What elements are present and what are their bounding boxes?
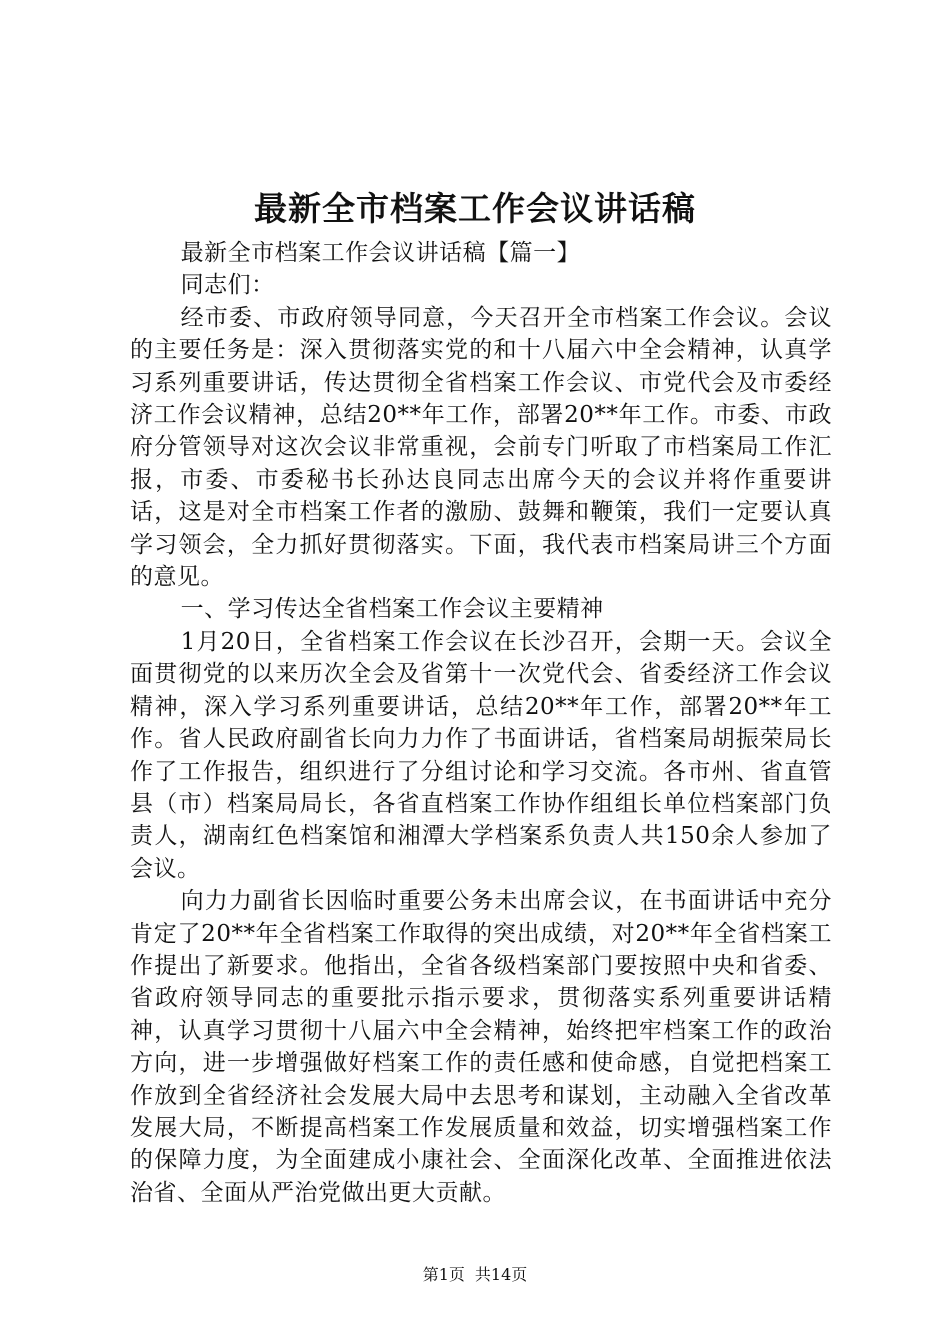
page-number-total: 共14页 bbox=[474, 1265, 528, 1284]
section-heading-part-one: 最新全市档案工作会议讲话稿【篇一】 bbox=[180, 240, 581, 266]
section-heading-one: 一、学习传达全省档案工作会议主要精神 bbox=[180, 596, 604, 623]
page-footer bbox=[0, 1264, 950, 1286]
paragraph-intro: 经市委、市政府领导同意，今天召开全市档案工作会议。会议的主要任务是：深入贯彻落实党的和十八届六中全会精神，认真学习系列重要讲话，传达贯彻全省档案工作会议、市党代会及市委经济工作会议精神，总结20**年工作，部署20**年工作。市委、市政府分管领导对这次会议非常重视，会前专门听取了市档案局工作汇报，市委、市委秘书长孙达良同志出席今天的会议并将作重要讲话，这是对全市档案工作者的激励、鼓舞和鞭策，我们一定要认真学习领会，全力抓好贯彻落实。下面，我代表市档案局讲三个方面的意见。 bbox=[130, 304, 832, 591]
paragraph-vice-governor-speech: 向力力副省长因临时重要公务未出席会议，在书面讲话中充分肯定了20**年全省档案工作取得的突出成绩，对20**年全省档案工作提出了新要求。他指出，全省各级档案部门要按照中央和省委、省政府领导同志的重要批示指示要求，贯彻落实系列重要讲话精神，认真学习贯彻十八届六中全会精神，始终把牢档案工作的政治方向，进一步增强做好档案工作的责任感和使命感，自觉把档案工作放到全省经济社会发展大局中去思考和谋划，主动融入全省改革发展大局，不断提高档案工作发展质量和效益，切实增强档案工作的保障力度，为全面建成小康社会、全面深化改革、全面推进依法治省、全面从严治党做出更大贡献。 bbox=[130, 888, 832, 1206]
paragraph-provincial-meeting: 1月20日，全省档案工作会议在长沙召开，会期一天。会议全面贯彻党的以来历次全会及省第十一次党代会、省委经济工作会议精神，深入学习系列重要讲话，总结20**年工作，部署20**年工作。省人民政府副省长向力力作了书面讲话，省档案局胡振荣局长作了工作报告，组织进行了分组讨论和学习交流。各市州、省直管县（市）档案局局长，各省直档案工作协作组组长单位档案部门负责人，湖南红色档案馆和湘潭大学档案系负责人共150余人参加了会议。 bbox=[130, 628, 832, 882]
salutation: 同志们： bbox=[180, 272, 275, 299]
page-number-current: 第1页 bbox=[422, 1265, 465, 1284]
document-body bbox=[130, 237, 832, 1209]
document-title: 最新全市档案工作会议讲话稿 bbox=[254, 189, 696, 228]
